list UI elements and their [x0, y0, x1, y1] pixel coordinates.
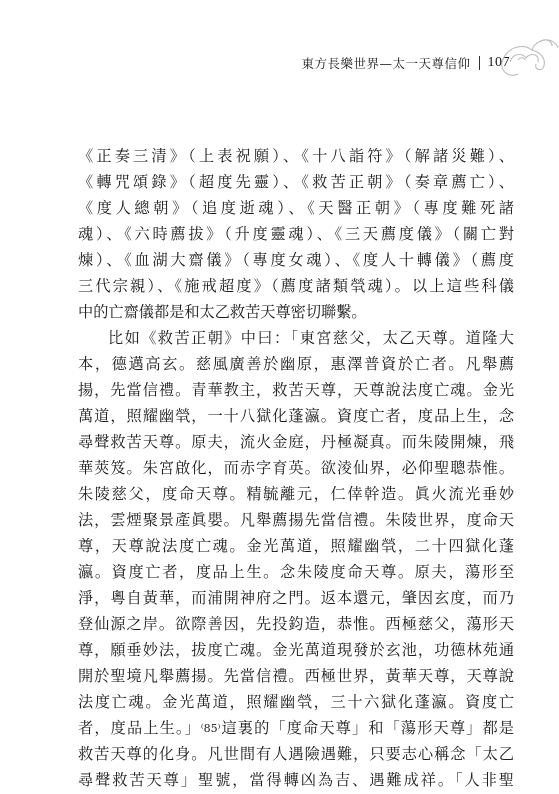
- running-header: [260, 52, 510, 74]
- text-line: 比如《救苦正朝》中曰：「東宮慈父，太乙天尊。道隆大: [108, 329, 514, 347]
- text-line: 《轉咒頌錄》（超度先靈）、《救苦正朝》（奏章薦亡）、: [78, 173, 514, 191]
- text-line: 揚，先當信禮。青華教主，救苦天尊，天尊說法度亡魂。金光: [78, 381, 514, 399]
- text-line: 中的亡齋儀都是和太乙救苦天尊密切聯繫。: [78, 303, 367, 321]
- cloud-ornament-icon: [496, 28, 559, 98]
- text-line: 尊，天尊說法度亡魂。金光萬道，照耀幽煢，二十四獄化蓬: [78, 537, 514, 555]
- text-line: 本，德邁高玄。慈風廣善於幽原，惠澤普資於亡者。凡舉薦: [78, 355, 514, 373]
- text-line: 《正奏三清》（上表祝願）、《十八詣符》（解諸災難）、: [78, 147, 514, 165]
- text-line: 法，雲煙聚景產眞嬰。凡舉薦揚先當信禮。朱陵世界，度命天: [78, 511, 514, 529]
- text-line: 華莢笈。朱宮啟化，而赤字育英。欲淩仙界，必仰聖聰恭惟。: [78, 459, 514, 477]
- text-line: 開於聖境凡舉薦揚。先當信禮。西極世界，黃華天尊，天尊說: [78, 667, 514, 685]
- body-text: [78, 143, 514, 793]
- text-line: 尋聲救苦天尊」聖號，當得轉凶為吉、遇難成祥。「人非聖: [78, 771, 514, 789]
- footnote-marker: ⁽85⁾: [200, 722, 221, 735]
- text-segment: 這裏的「度命天尊」和「蕩形天尊」都是: [220, 719, 514, 737]
- paragraph-quotation: [78, 325, 514, 793]
- text-line: 法度亡魂。金光萬道，照耀幽煢，三十六獄化蓬瀛。資度亡: [78, 693, 514, 711]
- text-line: 煉）、《血湖大齋儀》（專度女魂）、《度人十轉儀》（薦度: [78, 251, 514, 269]
- paragraph-rituals: [78, 143, 514, 325]
- header-divider: [479, 56, 480, 70]
- page-number: 107: [487, 55, 510, 70]
- footnote-number: 85: [203, 722, 218, 735]
- text-line: 尋聲救苦天尊。原夫，流火金庭，丹極凝真。而朱陵開煉，飛: [78, 433, 514, 451]
- text-line: 魂）、《六時薦拔》（升度靈魂）、《三天薦度儀》（關亡對: [78, 225, 514, 243]
- text-line: 淨，粵自黃華，而浦開神府之門。返本還元，肇因玄度，而乃: [78, 589, 514, 607]
- text-line-with-footnote: [78, 715, 514, 741]
- running-title: 東方長樂世界—太一天尊信仰: [301, 56, 471, 71]
- text-line: 朱陵慈父，度命天尊。精毓離元，仁倖幹造。眞火流光垂妙: [78, 485, 514, 503]
- text-line: 尊，願垂妙法，拔度亡魂。金光萬道現發於玄池，功德林苑通: [78, 641, 514, 659]
- text-line: 三代宗親）、《施戒超度》（薦度諸類煢魂）。以上這些科儀: [78, 277, 514, 295]
- text-line: 瀛。資度亡者，度品上生。念朱陵度命天尊。原夫，蕩形至: [78, 563, 514, 581]
- text-line: 登仙源之岸。欲際善因，先投鈞造，恭惟。西極慈父，蕩形天: [78, 615, 514, 633]
- text-line: 萬道，照耀幽煢，一十八獄化蓬瀛。資度亡者，度品上生，念: [78, 407, 514, 425]
- text-segment: 者，度品上生。」: [78, 719, 201, 737]
- text-line: 救苦天尊的化身。凡世間有人遇險遇難，只要志心稱念「太乙: [78, 745, 514, 763]
- text-line: 《度人總朝》（追度逝魂）、《天醫正朝》（專度難死諸: [78, 199, 514, 217]
